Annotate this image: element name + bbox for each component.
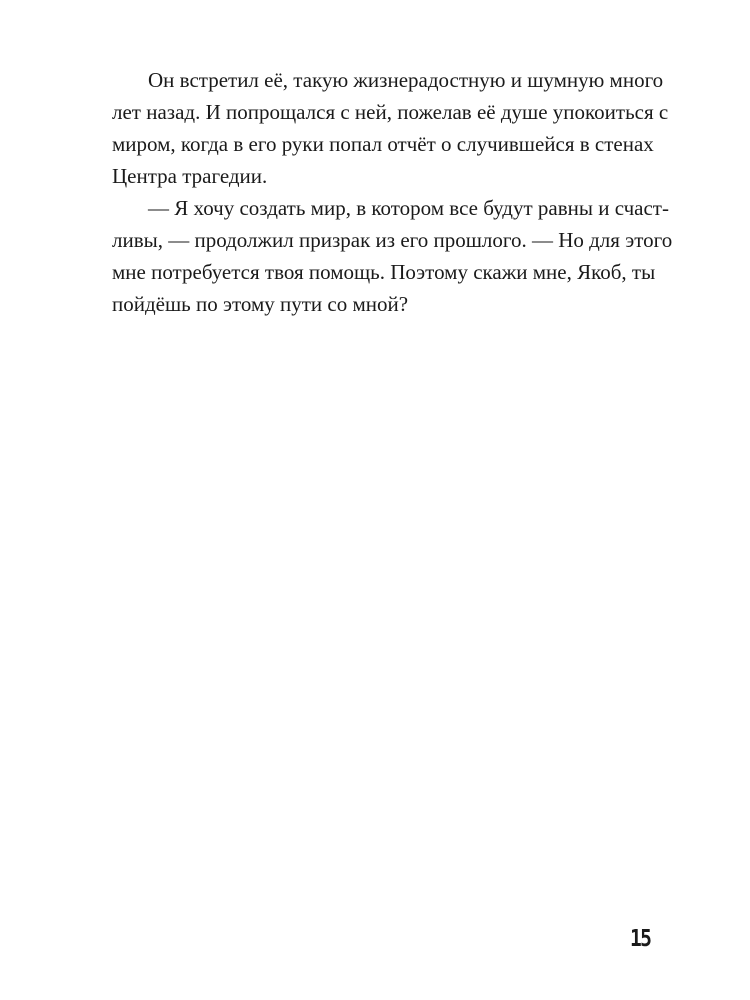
paragraph-1-line-4: Центра трагедии.	[112, 164, 268, 188]
paragraph-2-line-1: — Я хочу создать мир, в котором все будут равны и счаст-	[148, 196, 669, 220]
paragraph-1-line-2: лет назад. И попрощался с ней, пожелав её душе упокоиться с	[112, 100, 669, 124]
paragraph-2-line-2: ливы, — продолжил призрак из его прошлого. — Но для этого	[112, 228, 673, 252]
paragraph-2-line-3: мне потребуется твоя помощь. Поэтому скажи мне, Якоб, ты	[112, 260, 656, 284]
paragraph-1-line-1: Он встретил её, такую жизнерадостную и шумную много	[148, 68, 664, 92]
page-number: 15	[630, 926, 651, 952]
paragraph-2-line-4: пойдёшь по этому пути со мной?	[112, 292, 409, 316]
body-text	[112, 64, 673, 320]
paragraph-1-line-3: миром, когда в его руки попал отчёт о случившейся в стенах	[112, 132, 654, 156]
